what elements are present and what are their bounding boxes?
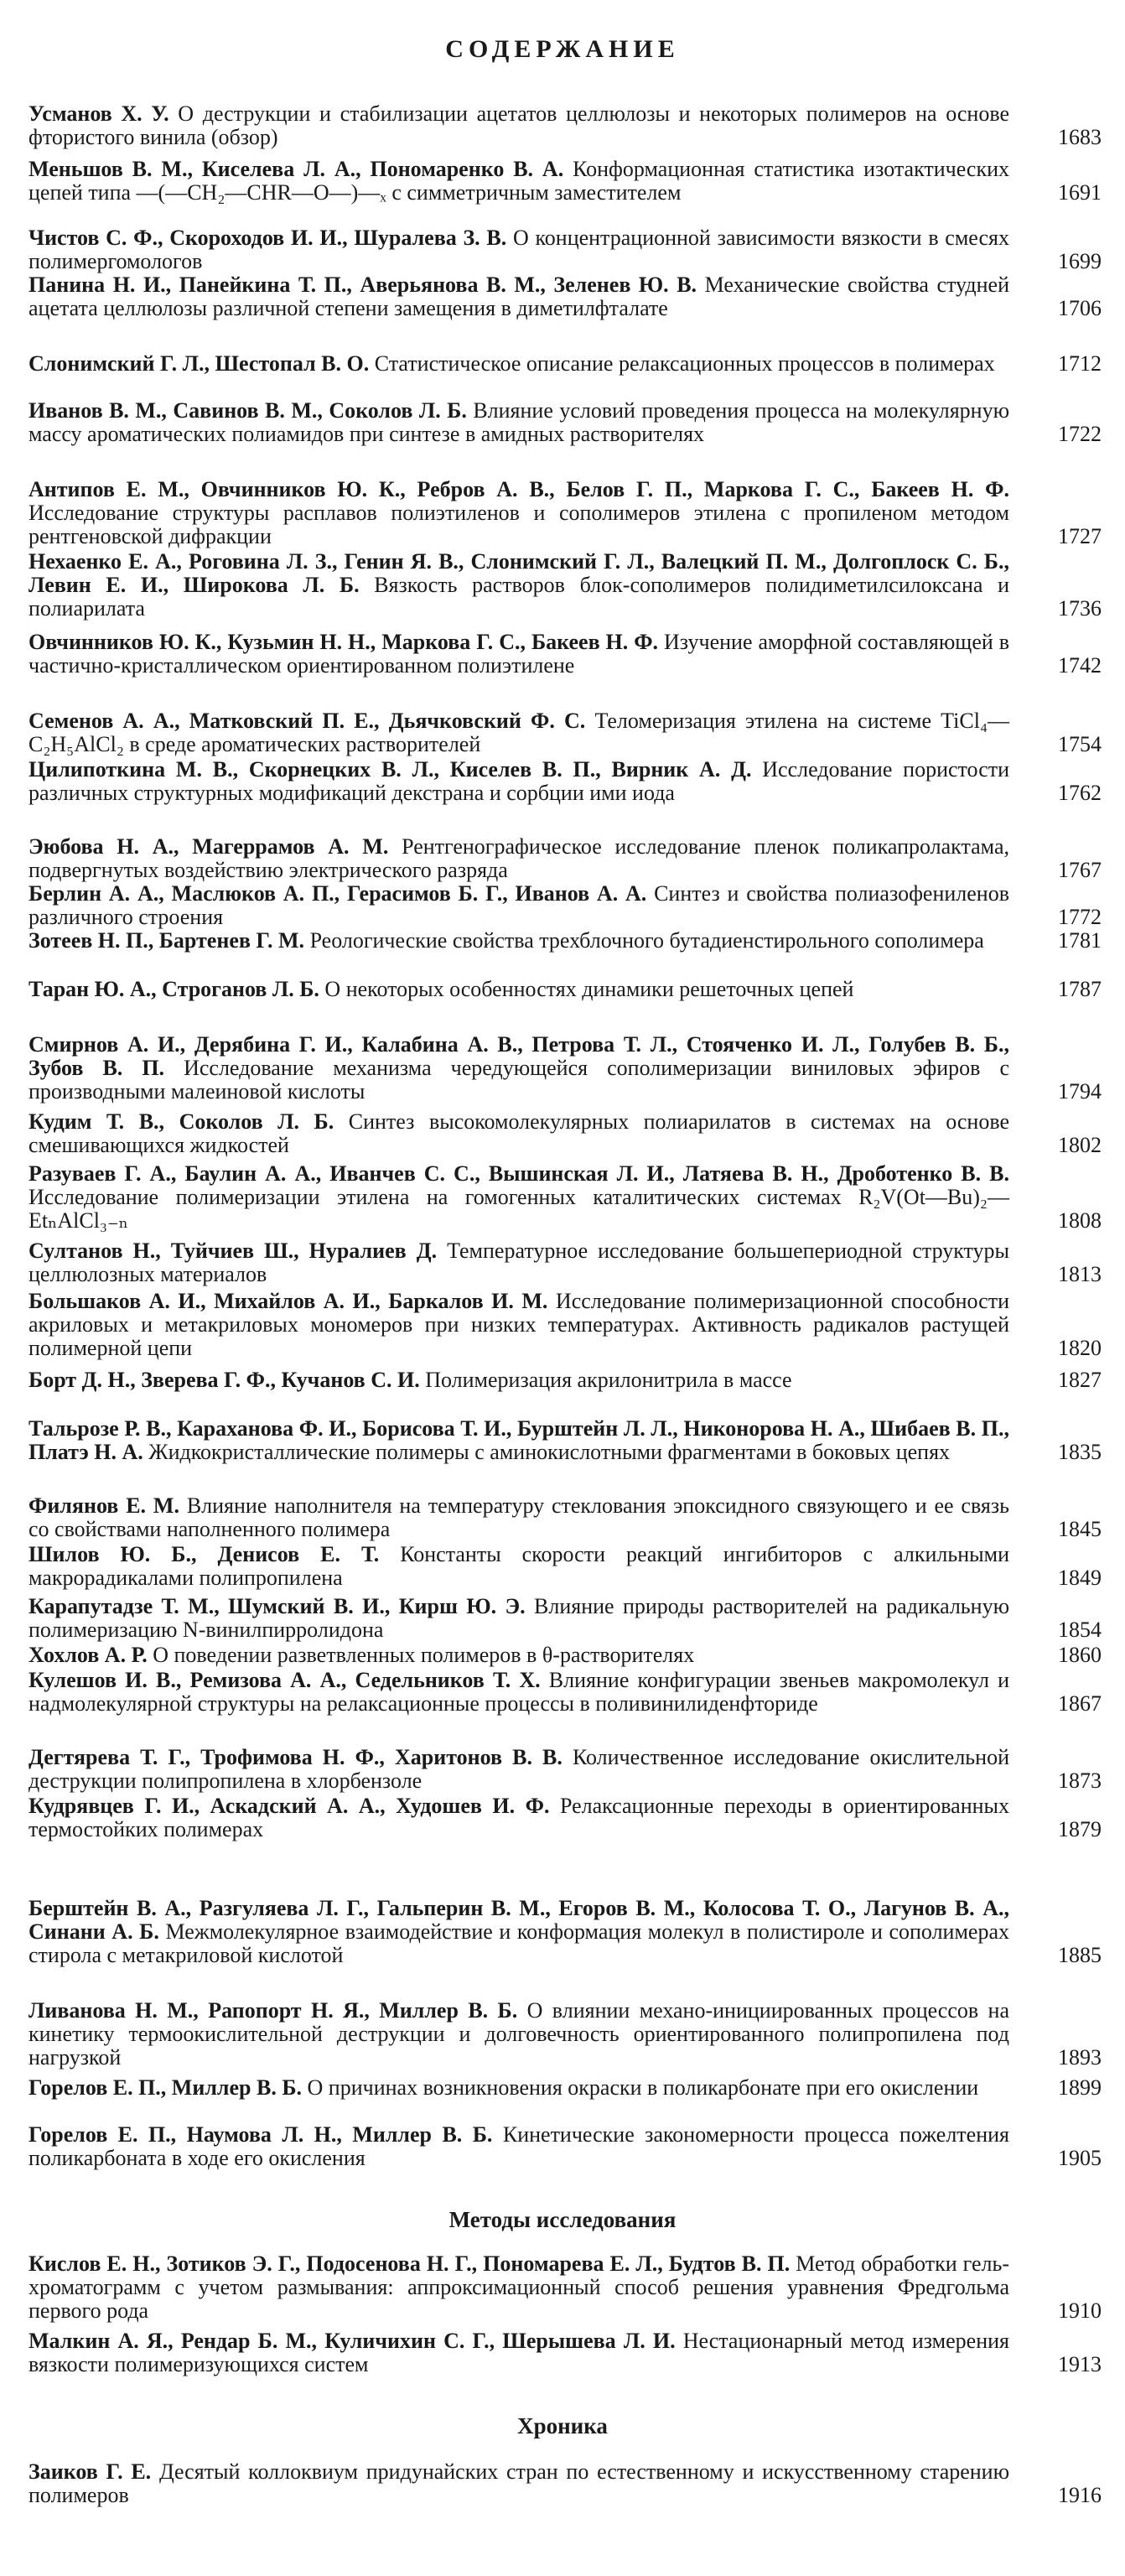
entry-title: Синтез высокомолекулярных полиарилатов в системах на основе смешивающихся жидкостей — [29, 1109, 1009, 1157]
entry-text — [29, 1595, 1009, 1642]
entry-authors: Кулешов И. В., Ремизова А. А., Седельников Т. Х. — [29, 1668, 541, 1692]
entry-text — [29, 102, 1009, 149]
entry-page-number: 1742 — [1058, 653, 1102, 678]
entry-page-number: 1879 — [1058, 1817, 1102, 1841]
entry-authors: Берштейн В. А., Разгуляева Л. Г., Гальперин В. М., Егоров В. М., Колосова Т. О., Лагунов В. А., Синани А. Б. — [29, 1896, 1009, 1944]
entry-authors: Хохлов А. Р. — [29, 1643, 148, 1667]
entry-page-number: 1781 — [1058, 928, 1102, 953]
entry-text — [29, 550, 1009, 621]
toc-entry[interactable] — [29, 1669, 1102, 1716]
entry-page-number: 1727 — [1058, 524, 1102, 548]
entry-title: Теломеризация этилена на системе TiCl₄—C₂H₅AlCl₂ в среде ароматических растворителей — [29, 709, 1010, 756]
entry-authors: Усманов Х. У. — [29, 101, 169, 126]
page-title: СОДЕРЖАНИЕ — [445, 35, 680, 63]
entry-authors: Семенов А. А., Матковский П. Е., Дьячковский Ф. С. — [29, 709, 586, 733]
entry-title: Синтез и свойства полиазофениленов различного строения — [29, 881, 1010, 929]
entry-title: Влияние наполнителя на температуру стеклования эпоксидного связующего и ее связь со свойствами наполненного полимера — [29, 1493, 1009, 1541]
entry-authors: Цилипоткина М. В., Скорнецких В. Л., Киселев В. П., Вирник А. Д. — [29, 757, 752, 782]
entry-title: Количественное исследование окислительной деструкции полипропилена в хлорбензоле — [29, 1745, 1009, 1793]
toc-entry[interactable] — [29, 1794, 1102, 1841]
entry-page-number: 1854 — [1058, 1618, 1102, 1642]
entry-authors: Разуваев Г. А., Баулин А. А., Иванчев С. С., Вышинская Л. И., Латяева В. Н., Дроботенко В. В. — [29, 1161, 1009, 1186]
toc-entry[interactable] — [29, 2123, 1102, 2170]
toc-entry[interactable] — [29, 2076, 1102, 2100]
entry-authors: Иванов В. М., Савинов В. М., Соколов Л. Б. — [29, 398, 467, 423]
entry-authors: Зотеев Н. П., Бартенев Г. М. — [29, 928, 305, 953]
entry-authors: Малкин А. Я., Рендар Б. М., Куличихин С. Г., Шерышева Л. И. — [29, 2329, 676, 2353]
entry-title: О причинах возникновения окраски в поликарбонате при его окислении — [307, 2075, 979, 2100]
toc-entry[interactable] — [29, 352, 1102, 376]
toc-entry[interactable] — [29, 929, 1102, 953]
toc-entry[interactable] — [29, 1239, 1102, 1286]
toc-entry[interactable] — [29, 1033, 1102, 1104]
entry-page-number: 1873 — [1058, 1768, 1102, 1793]
toc-entry[interactable] — [29, 1290, 1102, 1360]
entry-page-number: 1772 — [1058, 905, 1102, 929]
entry-page-number: 1712 — [1058, 351, 1102, 376]
entry-title: Межмолекулярное взаимодействие и конформация молекул в полистироле и сополимерах стирола с метакриловой кислотой — [29, 1919, 1009, 1967]
entry-text — [29, 158, 1009, 205]
entry-authors: Тальрозе Р. В., Караханова Ф. И., Борисова Т. И., Бурштейн Л. Л., Никонорова Н. А., Шибаев В. П., Платэ Н. А. — [29, 1416, 1009, 1464]
toc-entry[interactable] — [29, 102, 1102, 149]
toc-entry[interactable] — [29, 399, 1102, 446]
entry-text — [29, 631, 1009, 678]
toc-entry[interactable] — [29, 478, 1102, 548]
entry-authors: Берлин А. А., Маслюков А. П., Герасимов Б. Г., Иванов А. А. — [29, 881, 647, 906]
entry-page-number: 1860 — [1058, 1643, 1102, 1667]
entry-text — [29, 2329, 1009, 2376]
entry-page-number: 1767 — [1058, 858, 1102, 882]
entry-authors: Чистов С. Ф., Скороходов И. И., Шуралева З. В. — [29, 226, 507, 250]
entry-title: Релаксационные переходы в ориентированных термостойких полимерах — [29, 1794, 1009, 1841]
entry-text — [29, 2252, 1009, 2323]
toc-entry[interactable] — [29, 2252, 1102, 2323]
entry-text — [29, 1368, 1009, 1392]
toc-entry[interactable] — [29, 2329, 1102, 2376]
entry-page-number: 1736 — [1058, 596, 1102, 621]
entry-title: О деструкции и стабилизации ацетатов целлюлозы и некоторых полимеров на основе фтористого винила (обзор) — [29, 101, 1009, 149]
entry-text — [29, 929, 1009, 953]
entry-authors: Горелов Е. П., Наумова Л. Н., Миллер В. Б. — [29, 2122, 493, 2147]
entry-page-number: 1794 — [1058, 1079, 1102, 1104]
entry-text — [29, 2460, 1009, 2507]
entry-title: Конформационная статистика изотактических цепей типа —(—CH₂—CHR—O—)—ₓ с симметричным заместителем — [29, 157, 1010, 205]
toc-entry[interactable] — [29, 1897, 1102, 1967]
entry-authors: Кислов Е. Н., Зотиков Э. Г., Подосенова Н. Г., Пономарева Е. Л., Будтов В. П. — [29, 2251, 791, 2276]
entry-title: Исследование структуры расплавов полиэтиленов и сополимеров этилена с пропиленом методом рентгеновской дифракции — [29, 501, 1009, 548]
entry-authors: Антипов Е. М., Овчинников Ю. К., Ребров А. В., Белов Г. П., Маркова Г. С., Бакеев Н. Ф. — [29, 477, 1009, 501]
entry-page-number: 1813 — [1058, 1262, 1102, 1286]
entry-page-number: 1845 — [1058, 1517, 1102, 1541]
entry-text — [29, 882, 1009, 929]
entry-page-number: 1706 — [1058, 296, 1102, 320]
entry-authors: Борт Д. Н., Зверева Г. Ф., Кучанов С. И. — [29, 1368, 420, 1392]
entry-authors: Ливанова Н. М., Рапопорт Н. Я., Миллер В. Б. — [29, 1998, 518, 2023]
toc-entry[interactable] — [29, 1110, 1102, 1157]
entry-authors: Горелов Е. П., Миллер В. Б. — [29, 2075, 303, 2100]
entry-page-number: 1808 — [1058, 1208, 1102, 1233]
entry-page-number: 1849 — [1058, 1566, 1102, 1590]
entry-text — [29, 2076, 1009, 2100]
entry-text — [29, 709, 1009, 756]
entry-page-number: 1691 — [1058, 180, 1102, 205]
toc-entry[interactable] — [29, 1644, 1102, 1667]
entry-text — [29, 1033, 1009, 1104]
entry-authors: Кудрявцев Г. И., Аскадский А. А., Худошев И. Ф. — [29, 1794, 550, 1818]
entry-page-number: 1722 — [1058, 422, 1102, 446]
entry-title: Механические свойства студней ацетата целлюлозы различной степени замещения в диметилфталате — [29, 273, 1010, 320]
entry-page-number: 1820 — [1058, 1336, 1102, 1360]
entry-page-number: 1762 — [1058, 781, 1102, 805]
entry-page-number: 1787 — [1058, 977, 1102, 1001]
section-heading: Хроника — [517, 2413, 608, 2438]
entry-authors: Нехаенко Е. А., Роговина Л. З., Генин Я. В., Слонимский Г. Л., Валецкий П. М., Долгоплоск С. Б., Левин Е. И., Широкова Л. Б. — [29, 549, 1009, 597]
entry-authors: Овчинников Ю. К., Кузьмин Н. Н., Маркова Г. С., Бакеев Н. Ф. — [29, 630, 659, 654]
entry-page-number: 1916 — [1058, 2483, 1102, 2507]
entry-page-number: 1699 — [1058, 249, 1102, 273]
toc-entry[interactable] — [29, 1417, 1102, 1464]
toc-entry[interactable] — [29, 226, 1102, 273]
entry-text — [29, 273, 1009, 320]
toc-entry[interactable] — [29, 1494, 1102, 1541]
entry-authors: Дегтярева Т. Г., Трофимова Н. Ф., Харитонов В. В. — [29, 1745, 562, 1769]
entry-text — [29, 352, 1009, 376]
toc-entry[interactable] — [29, 158, 1102, 205]
entry-title: Рентгенографическое исследование пленок поликапролактама, подвергнутых воздействию электрического разряда — [29, 834, 1010, 882]
entry-text — [29, 1494, 1009, 1541]
toc-entry[interactable] — [29, 2460, 1102, 2507]
entry-text — [29, 1644, 1009, 1667]
toc-entry[interactable] — [29, 978, 1102, 1001]
toc-entry[interactable] — [29, 1999, 1102, 2070]
entry-text — [29, 835, 1009, 882]
toc-entry[interactable] — [29, 1543, 1102, 1590]
entry-text — [29, 1897, 1009, 1967]
entry-text — [29, 1290, 1009, 1360]
entry-text — [29, 1794, 1009, 1841]
entry-authors: Слонимский Г. Л., Шестопал В. О. — [29, 351, 370, 376]
entry-authors: Карапутадзе Т. М., Шумский В. И., Кирш Ю. Э. — [29, 1594, 526, 1618]
entry-page-number: 1802 — [1058, 1133, 1102, 1157]
entry-text — [29, 226, 1009, 273]
toc-entry[interactable] — [29, 1162, 1102, 1233]
entry-title: Десятый коллоквиум придунайских стран по естественному и искусственному старению полимеров — [29, 2459, 1010, 2507]
entry-authors: Большаков А. И., Михайлов А. И., Баркалов И. М. — [29, 1289, 548, 1313]
entry-authors: Султанов Н., Туйчиев Ш., Нуралиев Д. — [29, 1239, 438, 1263]
entry-text — [29, 978, 1009, 1001]
entry-page-number: 1867 — [1058, 1691, 1102, 1716]
toc-entry[interactable] — [29, 1746, 1102, 1793]
toc-entry[interactable] — [29, 273, 1102, 320]
entry-text — [29, 758, 1009, 805]
entry-text — [29, 1239, 1009, 1286]
entry-authors: Эюбова Н. А., Магеррамов А. М. — [29, 834, 389, 859]
entry-title: Температурное исследование большепериодной структуры целлюлозных материалов — [29, 1239, 1009, 1286]
toc-entry[interactable] — [29, 882, 1102, 929]
entry-page-number: 1827 — [1058, 1368, 1102, 1392]
entry-text — [29, 1543, 1009, 1590]
entry-title: О поведении разветвленных полимеров в θ-растворителях — [153, 1643, 695, 1667]
entry-authors: Филянов Е. М. — [29, 1493, 179, 1518]
entry-authors: Панина Н. И., Панейкина Т. П., Аверьянова В. М., Зеленев Ю. В. — [29, 273, 697, 297]
entry-text — [29, 1999, 1009, 2070]
entry-title: Жидкокристаллические полимеры с аминокислотными фрагментами в боковых цепях — [148, 1440, 951, 1464]
entry-page-number: 1913 — [1058, 2352, 1102, 2376]
entry-authors: Заиков Г. Е. — [29, 2459, 152, 2484]
entry-text — [29, 1110, 1009, 1157]
toc-entry[interactable] — [29, 1595, 1102, 1642]
entry-title: Константы скорости реакций ингибиторов с алкильными макрорадикалами полипропилена — [29, 1542, 1010, 1590]
entry-authors: Таран Ю. А., Строганов Л. Б. — [29, 977, 319, 1001]
entry-page-number: 1835 — [1058, 1440, 1102, 1464]
entry-text — [29, 1417, 1009, 1464]
entry-title: Влияние условий проведения процесса на молекулярную массу ароматических полиамидов при синтезе в амидных растворителях — [29, 398, 1009, 446]
toc-entry[interactable] — [29, 550, 1102, 621]
entry-authors: Шилов Ю. Б., Денисов Е. Т. — [29, 1542, 380, 1566]
toc-entry[interactable] — [29, 758, 1102, 805]
entry-title: Исследование полимеризации этилена на гомогенных каталитических системах R₂V(Ot—Bu)₂—EtₙAlCl₃₋ₙ — [29, 1185, 1009, 1233]
entry-title: Нестационарный метод измерения вязкости полимеризующихся систем — [29, 2329, 1009, 2376]
entry-title: Исследование механизма чередующейся сополимеризации виниловых эфиров с производными малеиновой кислоты — [29, 1056, 1009, 1104]
entry-title: Кинетические закономерности процесса пожелтения поликарбоната в ходе его окисления — [29, 2122, 1009, 2170]
entry-text — [29, 478, 1009, 548]
entry-authors: Смирнов А. И., Дерябина Г. И., Калабина А. В., Петрова Т. Л., Стояченко И. Л., Голубев В. Б., Зубов В. П. — [29, 1032, 1009, 1080]
toc-entry[interactable] — [29, 709, 1102, 756]
entry-page-number: 1683 — [1058, 125, 1102, 149]
entry-title: Вязкость растворов блок-сополимеров полидиметилсилоксана и полиарилата — [29, 573, 1010, 621]
entry-title: Статистическое описание релаксационных процессов в полимерах — [374, 351, 995, 376]
entry-page-number: 1899 — [1058, 2075, 1102, 2100]
entry-page-number: 1910 — [1058, 2298, 1102, 2323]
entry-text — [29, 1669, 1009, 1716]
entry-title: Исследование полимеризационной способности акриловых и метакриловых мономеров при низких температурах. Активность радикалов растущей полимерной цепи — [29, 1289, 1009, 1360]
entry-title: Изучение аморфной составляющей в частично-кристаллическом ориентированном полиэтилене — [29, 630, 1009, 678]
entry-text — [29, 1746, 1009, 1793]
toc-entry[interactable] — [29, 631, 1102, 678]
entry-page-number: 1905 — [1058, 2146, 1102, 2170]
section-heading: Методы исследования — [448, 2207, 677, 2232]
entry-title: Влияние конфигурации звеньев макромолекул и надмолекулярной структуры на релаксационные процессы в поливинилиденфториде — [29, 1668, 1009, 1716]
entry-title: Полимеризация акрилонитрила в массе — [425, 1368, 792, 1392]
entry-title: Влияние природы растворителей на радикальную полимеризацию N-винилпирролидона — [29, 1594, 1010, 1642]
toc-entry[interactable] — [29, 835, 1102, 882]
entry-title: Исследование пористости различных структурных модификаций декстрана и сорбции ими иода — [29, 757, 1010, 805]
entry-title: Метод обработки гель-хроматограмм с учетом размывания: аппроксимационный способ решения уравнения Фредгольма первого рода — [29, 2251, 1009, 2323]
entry-text — [29, 1162, 1009, 1233]
toc-entry[interactable] — [29, 1368, 1102, 1392]
entry-title: Реологические свойства трехблочного бутадиенстирольного сополимера — [309, 928, 984, 953]
entry-authors: Кудим Т. В., Соколов Л. Б. — [29, 1109, 334, 1134]
entry-text — [29, 399, 1009, 446]
entry-title: О некоторых особенностях динамики решеточных цепей — [324, 977, 854, 1001]
entry-title: О влиянии механо-инициированных процессов на кинетику термоокислительной деструкции и долговечность ориентированного полипропилена под нагрузкой — [29, 1998, 1009, 2070]
entry-text — [29, 2123, 1009, 2170]
entry-page-number: 1893 — [1058, 2045, 1102, 2070]
entry-title: О концентрационной зависимости вязкости в смесях полимергомологов — [29, 226, 1009, 273]
entry-page-number: 1754 — [1058, 732, 1102, 756]
entry-authors: Меньшов В. М., Киселева Л. А., Пономаренко В. А. — [29, 157, 564, 181]
entry-page-number: 1885 — [1058, 1943, 1102, 1967]
